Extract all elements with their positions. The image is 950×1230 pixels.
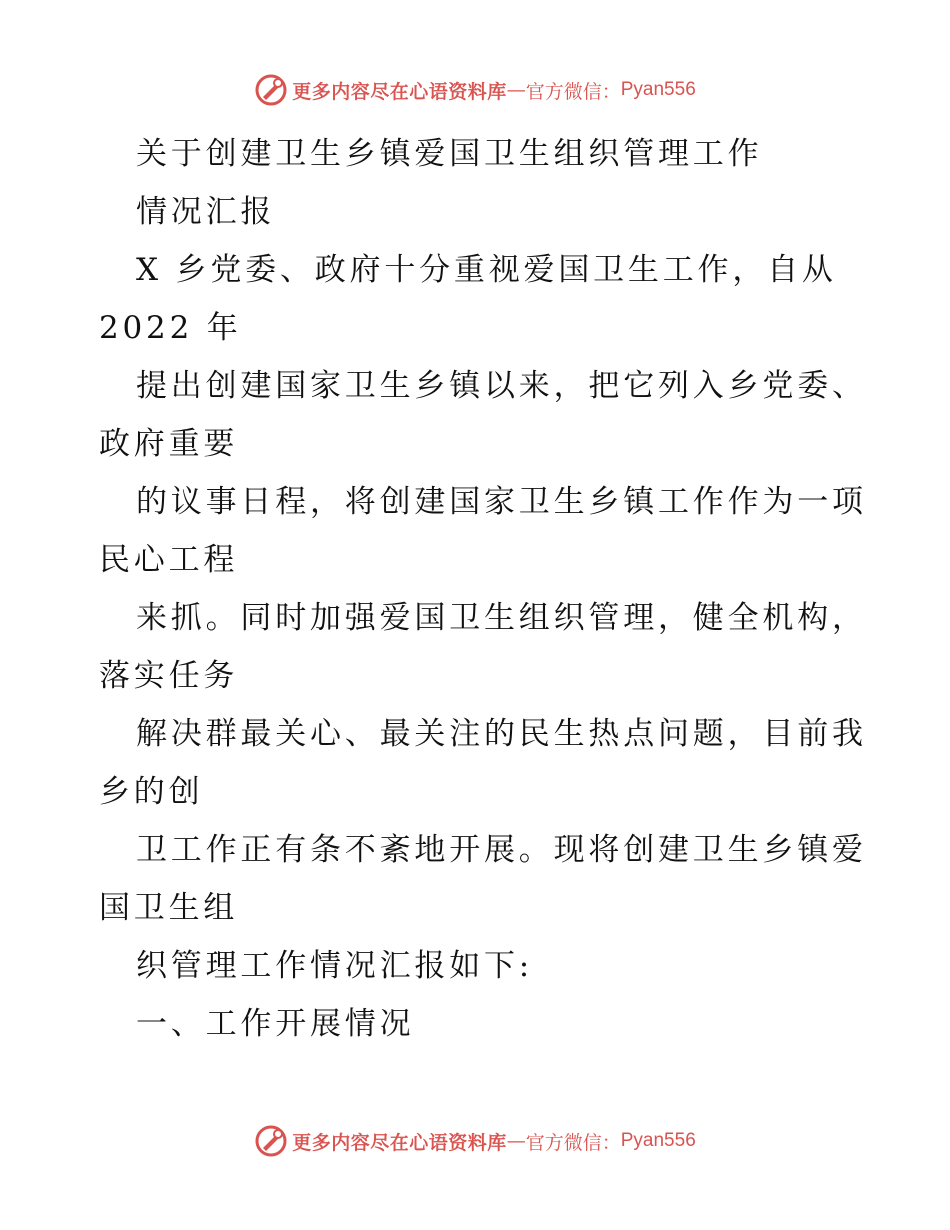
paragraph-line: 落实任务 [99, 658, 239, 694]
footer-watermark [0, 1121, 950, 1161]
watermark-wechat-id: Pyan556 [620, 1130, 696, 1151]
paragraph-line: 民心工程 [99, 542, 239, 578]
section-heading: 一、工作开展情况 [136, 1006, 415, 1042]
watermark-official-label: 官方微信： [525, 1131, 621, 1154]
watermark-dash: — [506, 1130, 526, 1152]
paragraph-line: 卫工作正有条不紊地开展。现将创建卫生乡镇爱 [136, 832, 867, 868]
logo-icon [254, 73, 288, 107]
paragraph-line: 政府重要 [99, 426, 239, 462]
paragraph-line: 的议事日程，将创建国家卫生乡镇工作作为一项 [136, 484, 867, 520]
logo-icon [254, 1124, 288, 1158]
watermark-wechat-id: Pyan556 [620, 79, 696, 100]
doc-title-line-1: 关于创建卫生乡镇爱国卫生组织管理工作 [136, 136, 763, 172]
paragraph-line: 国卫生组 [99, 890, 239, 926]
watermark-dash: — [506, 79, 526, 101]
watermark-brand: 更多内容尽在心语资料库 [292, 1131, 507, 1154]
paragraph-line: 织管理工作情况汇报如下: [136, 948, 534, 984]
paragraph-line: X 乡党委、政府十分重视爱国卫生工作，自从 [136, 252, 837, 288]
doc-title-line-2: 情况汇报 [136, 194, 276, 230]
paragraph-line: 来抓。同时加强爱国卫生组织管理，健全机构， [136, 600, 867, 636]
paragraph-line: 解决群最关心、最关注的民生热点问题，目前我 [136, 716, 867, 752]
paragraph-line: 乡的创 [99, 774, 204, 810]
watermark-brand: 更多内容尽在心语资料库 [292, 80, 507, 103]
paragraph-line: 提出创建国家卫生乡镇以来，把它列入乡党委、 [136, 368, 867, 404]
paragraph-line: 2022 年 [99, 310, 242, 346]
watermark-official-label: 官方微信： [525, 80, 621, 103]
header-watermark [0, 70, 950, 110]
